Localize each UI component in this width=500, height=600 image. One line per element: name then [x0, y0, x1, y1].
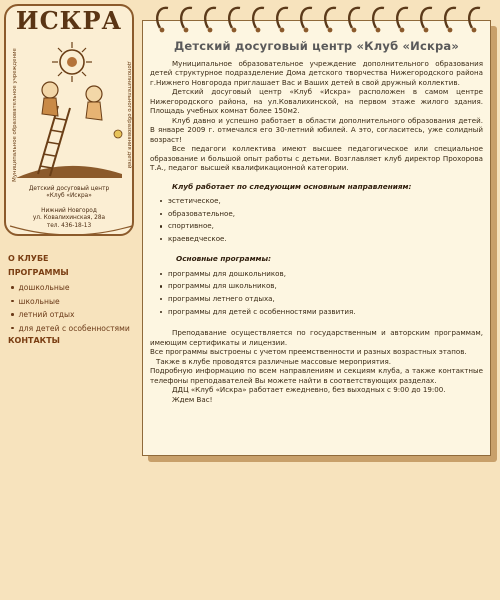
list-item: спортивное,	[160, 220, 483, 233]
list-item: программы для дошкольников,	[160, 268, 483, 281]
nav-sub-preschool[interactable]	[8, 281, 134, 295]
directions-list	[150, 195, 483, 245]
logo-vertical-right: дополнительного образования детей	[126, 61, 132, 169]
main-content	[150, 39, 483, 404]
events-paragraph: Также в клубе проводятся различные массовые мероприятия.	[156, 356, 392, 366]
intro-paragraph: Муниципальное образовательное учреждение дополнительного образования детей структурное подразделение Дома детского творчества Нижегородского района г.Нижнего Новгорода приглашает Вас и Ваших детей в свой дружный коллектив.	[150, 58, 483, 87]
hours-paragraph: ДДЦ «Клуб «Искра» работает ежедневно, без выходных с 9:00 до 19:00.	[172, 385, 446, 395]
location-paragraph: Детский досуговый центр «Клуб «Искра» расположен в самом центре Нижегородского района, на ул.Ковалихинской, на первом этаже жилого здания. Площадь учебных комнат более 150м2.	[150, 87, 483, 115]
nav-sub-special[interactable]	[8, 322, 134, 336]
nav-about[interactable]: О КЛУБЕ	[8, 254, 49, 263]
continuity-paragraph: Все программы выстроены с учетом преемственности и разных возрастных этапов.	[150, 347, 467, 357]
curriculum-paragraph: Преподавание осуществляется по государственным и авторским программам, имеющим сертификаты и лицензии.	[150, 328, 483, 347]
logo-panel	[4, 4, 134, 236]
address-phone: тел. 436-18-13	[46, 222, 92, 229]
spiral-binding-icon	[142, 0, 492, 40]
programs-heading: Основные программы:	[176, 254, 272, 264]
bullet-icon	[11, 313, 14, 316]
list-item: программы для детей с особенностями развития.	[160, 306, 483, 319]
nav-sub-school[interactable]	[8, 295, 134, 309]
history-paragraph: Клуб давно и успешно работает в области дополнительного образования детей. В январе 2009 г. отмечался его 30-летний юбилей. А это, согласитесь, уже солидный возраст!	[150, 115, 483, 144]
bullet-icon	[11, 327, 14, 330]
nav-sub-label: летний отдых	[18, 310, 75, 319]
bullet-icon	[11, 286, 14, 289]
nav-programs[interactable]: ПРОГРАММЫ	[8, 268, 69, 277]
logo-caption-line1: Детский досуговый центр	[28, 186, 110, 192]
nav-sub-summer[interactable]	[8, 308, 134, 322]
main-nav	[8, 253, 134, 349]
page-title: Детский досуговый центр «Клуб «Искра»	[173, 39, 460, 53]
directions-heading: Клуб работает по следующим основным направлениям:	[172, 181, 412, 191]
programs-list	[150, 268, 483, 318]
list-item: программы для школьников,	[160, 280, 483, 293]
logo-vertical-left: Муниципальное образовательное учреждение	[12, 48, 18, 182]
nav-contacts[interactable]: КОНТАКТЫ	[8, 336, 60, 345]
list-item: образовательное,	[160, 208, 483, 221]
logo-caption	[10, 186, 128, 201]
logo-caption-line2: «Клуб «Искра»	[46, 193, 92, 200]
address-street: ул. Ковалихинская, 28а	[32, 215, 106, 222]
bullet-icon	[11, 300, 14, 303]
logo-illustration	[6, 6, 136, 238]
nav-sub-label: дошкольные	[18, 283, 70, 292]
closing-paragraph: Ждем Вас!	[172, 394, 213, 404]
info-paragraph: Подробную информацию по всем направлениям и секциям клуба, а также контактные телефоны преподавателей Вы можете найти в соответствующих разделах.	[150, 366, 483, 385]
list-item: программы летнего отдыха,	[160, 293, 483, 306]
list-item: краеведческое.	[160, 233, 483, 246]
logo-title: ИСКРА	[15, 6, 123, 35]
nav-sub-label: школьные	[18, 296, 60, 306]
address-city: Нижний Новгород	[41, 208, 97, 214]
nav-sub-label: для детей с особенностями	[18, 323, 130, 333]
staff-paragraph: Все педагоги коллектива имеют высшее педагогическое или специальное образование и большой опыт работы с детьми. Возглавляет клуб директор Прохорова Т.А., педагог высшей квалификационной категории.	[150, 144, 483, 172]
list-item: эстетическое,	[160, 195, 483, 208]
logo-address	[10, 208, 128, 230]
